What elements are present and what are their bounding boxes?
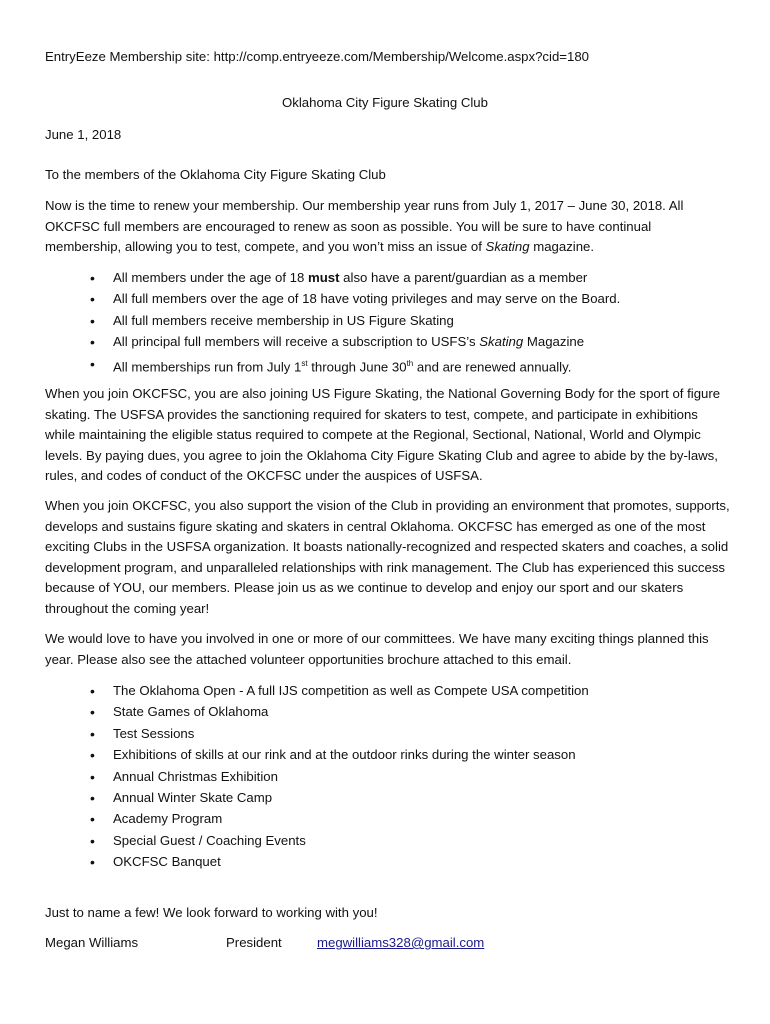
list-item: • Annual Christmas Exhibition [45,767,735,788]
list-item: • Exhibitions of skills at our rink and at the outdoor rinks during the winter season [45,745,735,766]
list-item: • All memberships run from July 1st through June 30th and are renewed annually. [45,354,735,375]
vision-paragraph: When you join OKCFSC, you also support the vision of the Club in providing an environment that promotes, supports, develops and sustains figure skating and skaters in central Oklahoma. OKCFSC has emerged as one of the most exciting Clubs in the USFSA organization. It boasts nationally-recognized and respected skaters and coaches, a solid development program, and unparalleled relationships with rink management. The Club has experienced this success because of YOU, our members. Please join us as we continue to develop and enjoy our sport and our skaters throughout the coming year! [45,498,730,616]
committees-paragraph: We would love to have you involved in one or more of our committees. We have many exciting things planned this year. Please also see the attached volunteer opportunities brochure attached to this email. [45,631,709,667]
list-item: • Academy Program [45,809,735,830]
closing-line: Just to name a few! We look forward to working with you! [45,905,378,920]
list-item: • OKCFSC Banquet [45,852,735,873]
events-bullet-list [45,681,735,874]
signature-role: President [226,935,282,950]
intro-paragraph: Now is the time to renew your membership. Our membership year runs from July 1, 2017 – June 30, 2018. All OKCFSC full members are encouraged to renew as soon as possible. You will be sure to have continual membership, allowing you to test, compete, and you won’t miss an issue of Skating magazine. [45,198,684,254]
list-item: • Test Sessions [45,724,735,745]
letter-date: June 1, 2018 [45,127,122,142]
letter-title: Oklahoma City Figure Skating Club [282,95,488,110]
list-item: • The Oklahoma Open - A full IJS competition as well as Compete USA competition [45,681,735,702]
list-item: • All members under the age of 18 must also have a parent/guardian as a member [45,268,735,289]
membership-bullet-list [45,268,735,375]
list-item: • Annual Winter Skate Camp [45,788,735,809]
list-item: • All full members over the age of 18 have voting privileges and may serve on the Board. [45,289,735,310]
list-item: • All full members receive membership in US Figure Skating [45,311,735,332]
usfs-paragraph: When you join OKCFSC, you are also joining US Figure Skating, the National Governing Body for the sport of figure skating. The USFSA provides the sanctioning required for skaters to test, compete, and participate in exhibitions while maintaining the eligible status required to compete at the Regional, Sectional, National, World and Olympic levels. By paying dues, you agree to join the Oklahoma City Figure Skating Club and agree to abide by the by-laws, rules, and codes of conduct of the OKCFSC under the auspices of USFSA. [45,386,721,483]
list-item: • Special Guest / Coaching Events [45,831,735,852]
email-link[interactable]: megwilliams328@gmail.com [317,935,485,950]
list-item: • State Games of Oklahoma [45,702,735,723]
signature-name: Megan Williams [45,935,139,950]
site-url-line: EntryEeze Membership site: http://comp.entryeeze.com/Membership/Welcome.aspx?cid=180 [45,49,589,64]
salutation: To the members of the Oklahoma City Figure Skating Club [45,167,386,182]
list-item: • All principal full members will receive a subscription to USFS’s Skating Magazine [45,332,735,353]
